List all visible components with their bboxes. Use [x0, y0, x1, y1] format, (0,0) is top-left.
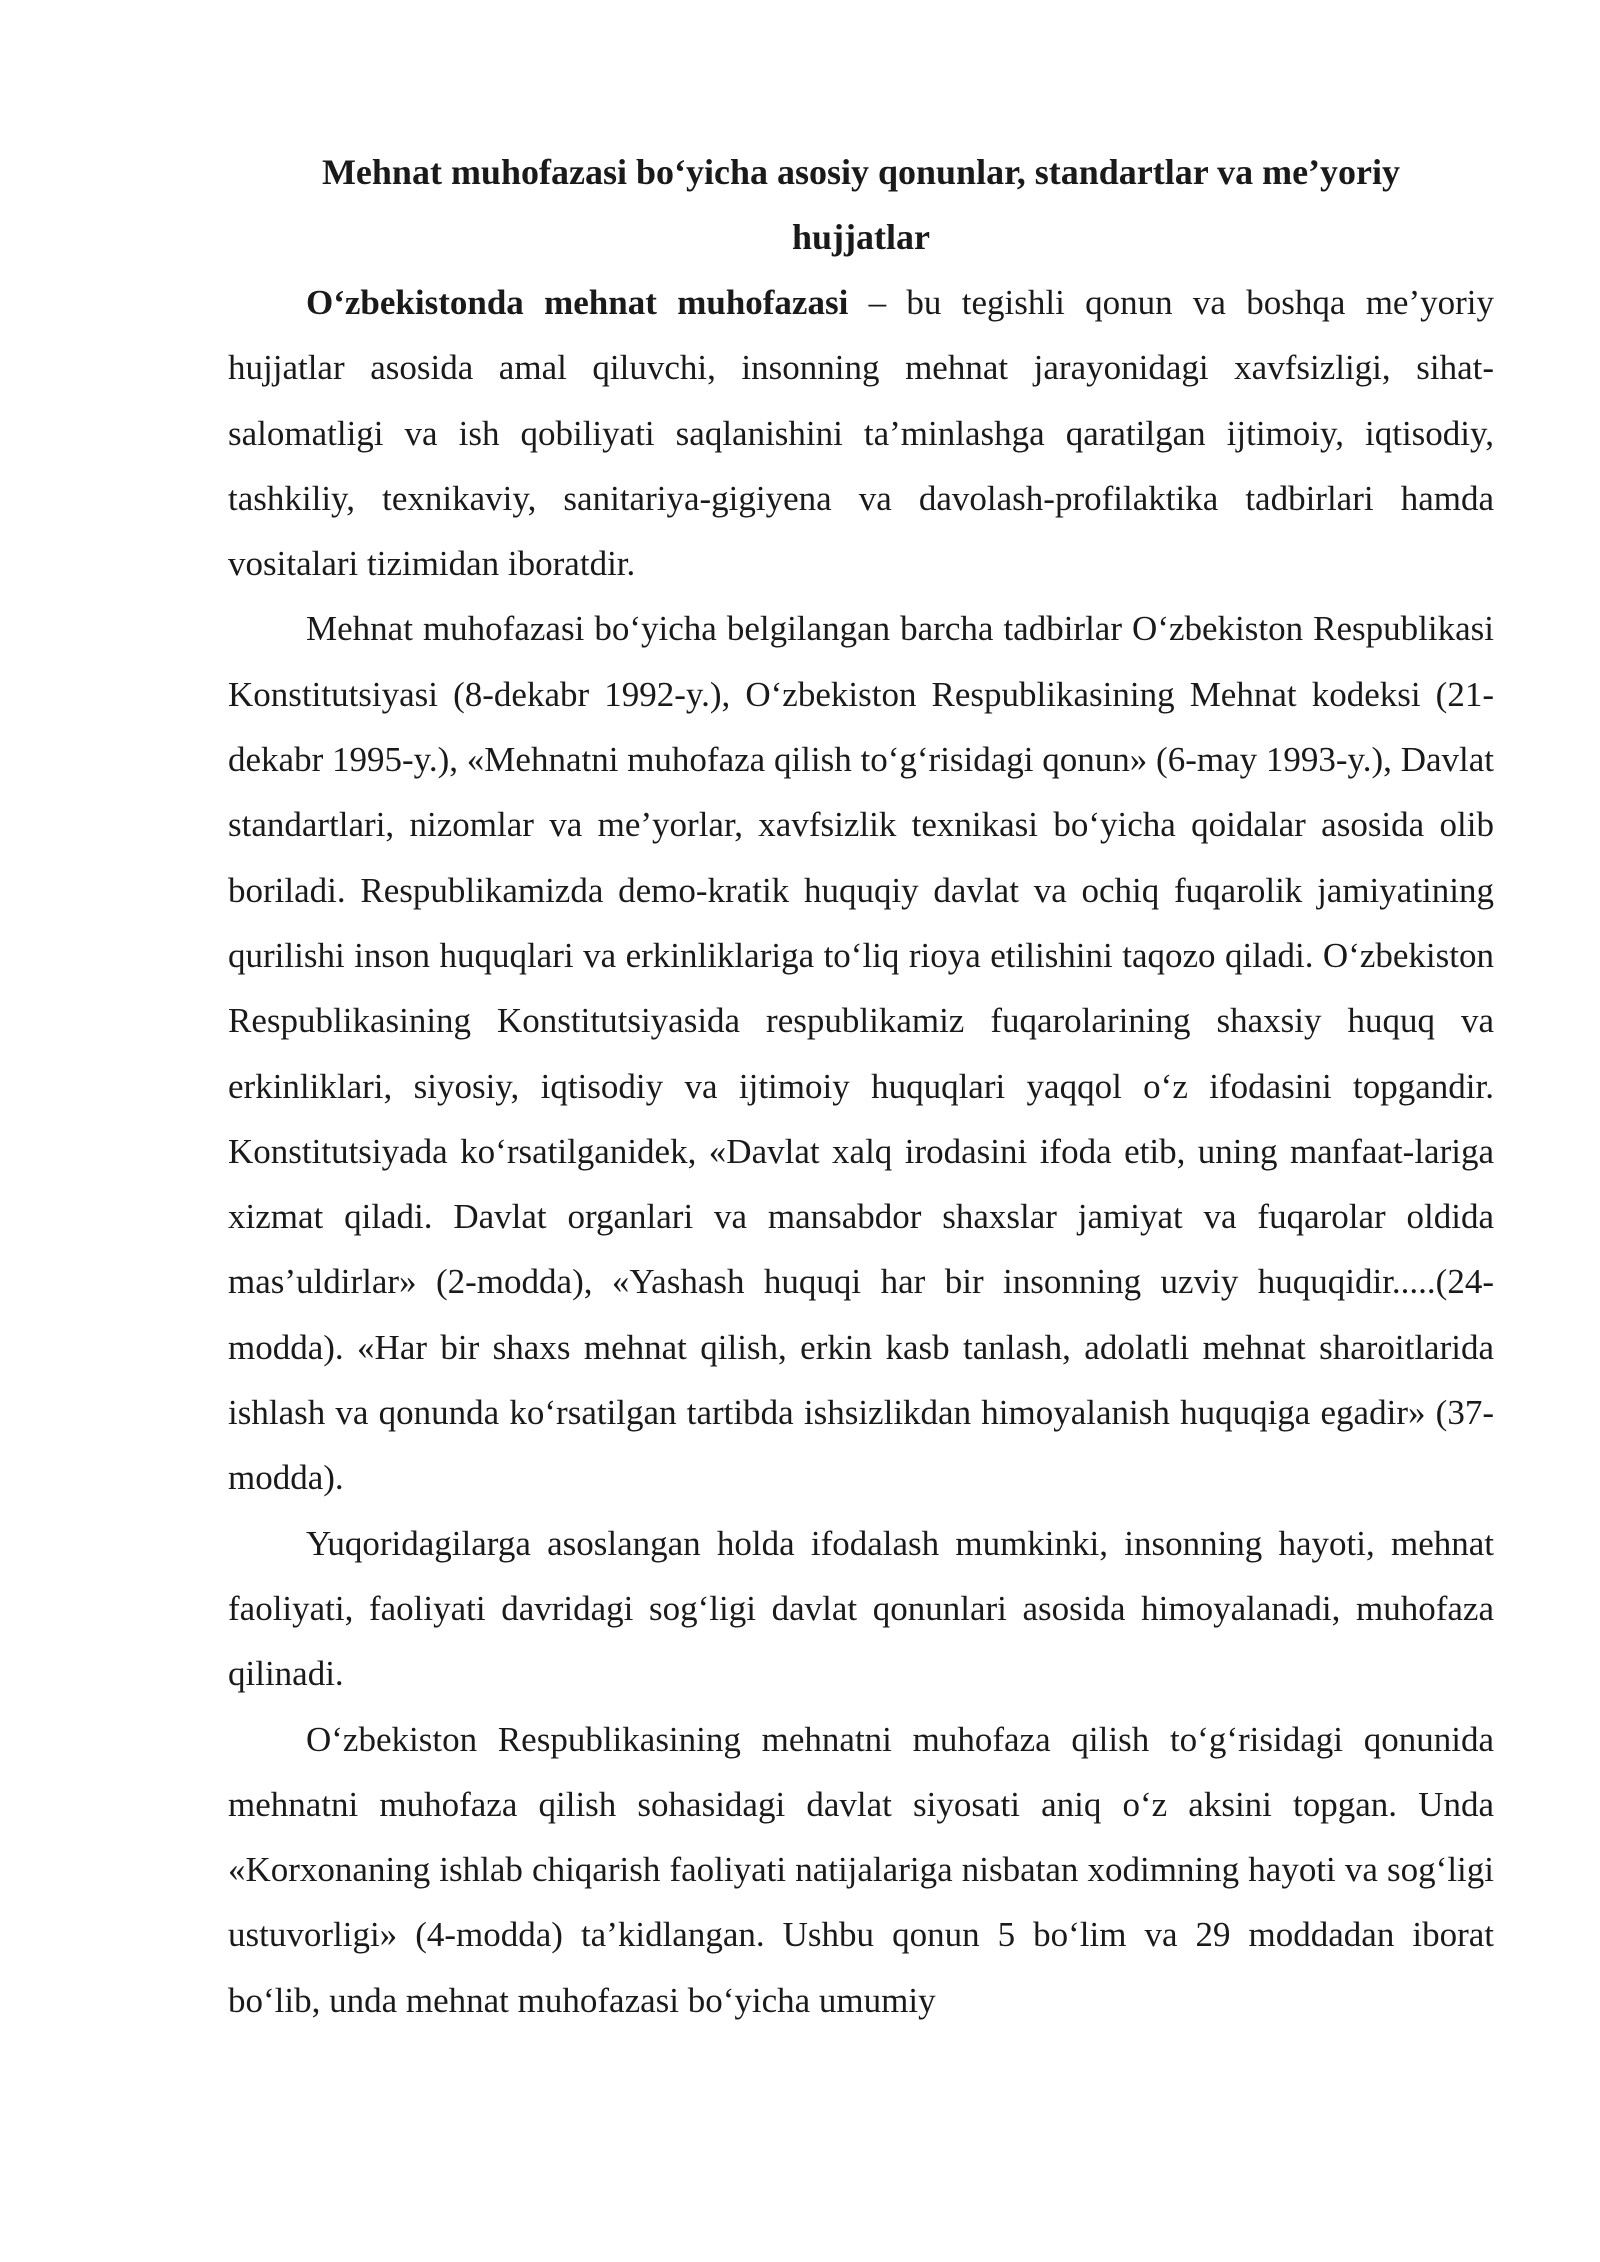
paragraph-legal-basis: Mehnat muhofazasi bo‘yicha belgilangan barcha tadbirlar O‘zbekiston Respublikasi Konstitutsiyasi (8-dekabr 1992-y.), O‘zbekiston Respublikasining Mehnat kodeksi (21-dekabr 1995-y.), «Mehnatni muhofaza qilish to‘g‘risidagi qonun» (6-may 1993-y.), Davlat standartlari, nizomlar va me’yorlar, xavfsizlik texnikasi bo‘yicha qoidalar asosida olib boriladi. Respublikamizda demo-kratik huquqiy davlat va ochiq fuqarolik jamiyatining qurilishi inson huquqlari va erkinliklariga to‘liq rioya etilishini taqozo qiladi. O‘zbekiston Respublikasining Konstitutsiyasida respublikamiz fuqarolarining shaxsiy huquq va erkinliklari, siyosiy, iqtisodiy va ijtimoiy huquqlari yaqqol o‘z ifodasini topgandir. Konstitutsiyada ko‘rsatilganidek, «Davlat xalq irodasini ifoda etib, uning manfaat-lariga xizmat qiladi. Davlat organlari va mansabdor shaxslar jamiyat va fuqarolar oldida mas’uldirlar» (2-modda), «Yashash huquqi har bir insonning uzviy huquqidir.....(24-modda). «Har bir shaxs mehnat qilish, erkin kasb tanlash, adolatli mehnat sharoitlarida ishlash va qonunda ko‘rsatilgan tartibda ishsizlikdan himoyalanish huquqiga egadir» (37-modda).: [228, 609, 1494, 1498]
paragraph-lead-term: O‘zbekistonda mehnat muhofazasi: [306, 283, 849, 322]
paragraph-definition-text: – bu tegishli qonun va boshqa me’yoriy hujjatlar asosida amal qiluvchi, insonning mehnat jarayonidagi xavfsizligi, sihat-salomatligi va ish qobiliyati saqlanishini ta’minlashga qaratilgan ijtimoiy, iqtisodiy, tashkiliy, texnikaviy, sanitariya-gigiyena va davolash-profilaktika tadbirlari hamda vositalari tizimidan iboratdir.: [228, 283, 1494, 584]
document-title: Mehnat muhofazasi bo‘yicha asosiy qonunlar, standartlar va me’yoriy hujjatlar: [321, 152, 1401, 257]
paragraph-summary: Yuqoridagilarga asoslangan holda ifodalash mumkinki, insonning hayoti, mehnat faoliyati, faoliyati davridagi sog‘ligi davlat qonunlari asosida himoyalanadi, muhofaza qilinadi.: [228, 1523, 1494, 1694]
paragraph-definition: [228, 270, 1494, 596]
paragraph-labor-protection-law: O‘zbekiston Respublikasining mehnatni muhofaza qilish to‘g‘risidagi qonunida mehnatni muhofaza qilish sohasidagi davlat siyosati aniq o‘z aksini topgan. Unda «Korxonaning ishlab chiqarish faoliyati natijalariga nisbatan xodimning hayoti va sog‘ligi ustuvorligi» (4-modda) ta’kidlangan. Ushbu qonun 5 bo‘lim va 29 moddadan iborat bo‘lib, unda mehnat muhofazasi bo‘yicha umumiy: [228, 1719, 1494, 2020]
document-page: [228, 140, 1494, 2033]
